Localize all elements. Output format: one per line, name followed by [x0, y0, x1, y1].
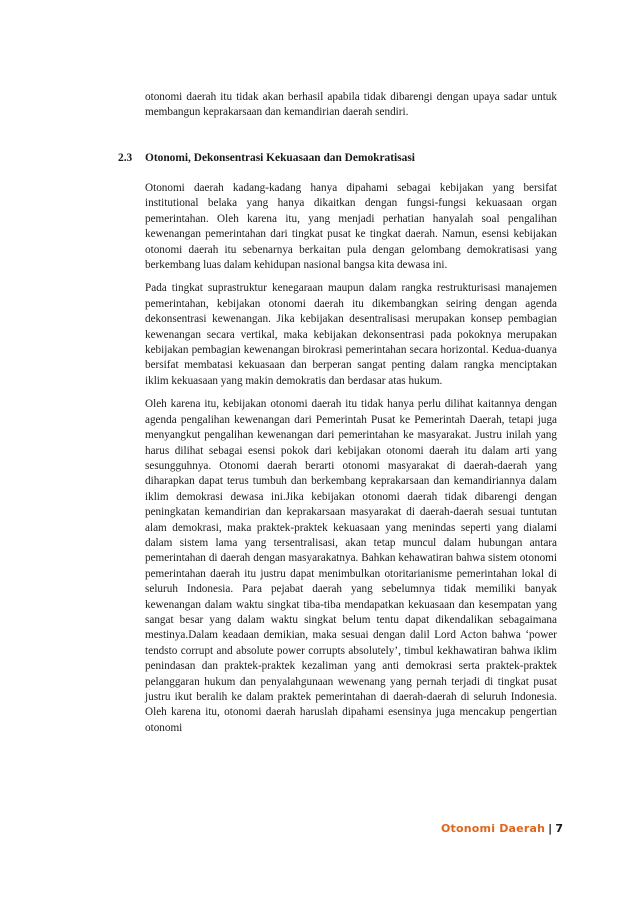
- footer-title: Otonomi Daerah: [441, 822, 546, 835]
- body-text: [145, 181, 557, 744]
- section-number: 2.3: [118, 152, 133, 164]
- section-title: Otonomi, Dekonsentrasi Kekuasaan dan Demokratisasi: [145, 152, 415, 164]
- section-heading: [118, 152, 558, 164]
- intro-paragraph: otonomi daerah itu tidak akan berhasil apabila tidak dibarengi dengan upaya sadar untuk membangun keprakarsaan dan kemandirian daerah sendiri.: [145, 91, 557, 119]
- paragraph-3: Oleh karena itu, kebijakan otonomi daerah itu tidak hanya perlu dilihat kaitannya dengan agenda pengalihan kewenangan dari Pemerintah Pusat ke Pemerintah Daerah, tetapi juga menyangkut pengalihan kewenangan dari pemerintahan ke masyarakat. Justru inilah yang harus dilihat sebagai esensi pokok dari kebijakan otonomi daerah itu dalam arti yang sesungguhnya. Otonomi daerah berarti otonomi masyarakat di daerah-daerah yang diharapkan dapat terus tumbuh dan berkembang keprakarsaan dan kemandiriannya dalam iklim demokrasi dewasa ini.Jika kebijakan otonomi daerah tidak dibarengi dengan peningkatan kemandirian dan keprakarsaan masyarakat di daerah-daerah sesuai tuntutan alam demokrasi, maka praktek-praktek kekuasaan yang menindas seperti yang dialami dalam sistem lama yang tersentralisasi, akan tetap muncul dalam hubungan antara pemerintahan di daerah dengan masyarakatnya. Bahkan kehawatiran bahwa sistem otonomi pemerintahan daerah itu justru dapat menimbulkan otoritarianisme pemerintahan lokal di seluruh Indonesia. Para pejabat daerah yang sebelumnya tidak memiliki banyak kewenangan dalam waktu singkat tiba-tiba mendapatkan kekuasaan dan kesempatan yang sangat besar yang dalam waktu singkat belum tentu dapat dikendalikan sebagaimana mestinya.Dalam keadaan demikian, maka sesuai dengan dalil Lord Acton bahwa ‘power tendsto corrupt and absolute power corrupts absolutely’, timbul kekhawatiran bahwa iklim penindasan dan praktek-praktek kezaliman yang anti demokrasi serta praktek-praktek pelanggaran hukum dan penyalahgunaan wewenang yang pernah terjadi di tingkat pusat justru ikut beralih ke dalam praktek pemerintahan di daerah-daerah di seluruh Indonesia. Oleh karena itu, otonomi daerah haruslah dipahami esensinya juga mencakup pengertian otonomi: [145, 398, 557, 734]
- page-footer: [441, 822, 563, 835]
- footer-separator: |: [548, 822, 553, 835]
- paragraph-2: Pada tingkat suprastruktur kenegaraan maupun dalam rangka restrukturisasi manajemen pemerintahan, kebijakan otonomi daerah itu dikembangkan seiring dengan agenda dekonsentrasi kewenangan. Jika kebijakan desentralisasi merupakan konsep pembagian kewenangan secara vertikal, maka kebijakan dekonsentrasi pada pokoknya merupakan kebijakan pembagian kewenangan birokrasi pemerintahan secara horizontal. Kedua-duanya bersifat membatasi kekuasaan dan berperan sangat penting dalam rangka menciptakan iklim kekuasaan yang makin demokratis dan berdasar atas hukum.: [145, 282, 557, 387]
- page-number: 7: [555, 822, 564, 835]
- paragraph-1: Otonomi daerah kadang-kadang hanya dipahami sebagai kebijakan yang bersifat institutional belaka yang hanya dikaitkan dengan fungsi-fungsi kekuasaan organ pemerintahan. Oleh karena itu, yang menjadi perhatian hanyalah soal pengalihan kewenangan pemerintahan dari tingkat pusat ke tingkat daerah. Namun, esensi kebijakan otonomi daerah itu sebenarnya berkaitan pula dengan gelombang demokratisasi yang berkembang luas dalam kehidupan nasional bangsa kita dewasa ini.: [145, 182, 557, 272]
- intro-block: [145, 90, 557, 121]
